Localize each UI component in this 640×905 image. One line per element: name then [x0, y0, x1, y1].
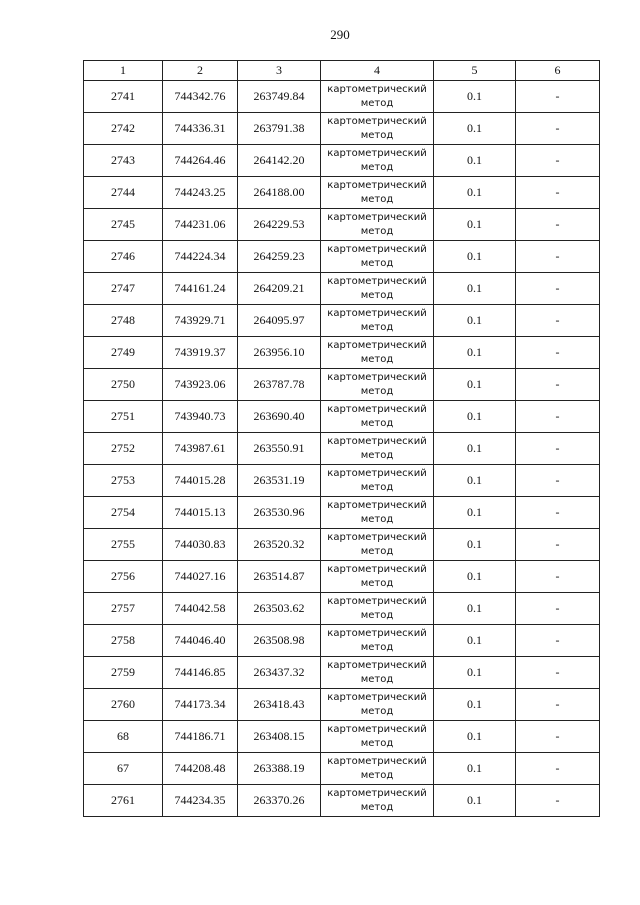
method-cell: [321, 305, 434, 337]
method-line-2: метод: [360, 417, 394, 429]
accuracy-cell: 0.1: [434, 529, 516, 561]
note-cell: -: [516, 337, 600, 369]
method-cell: [321, 113, 434, 145]
method-line-2: метод: [360, 385, 394, 397]
method-line-1: картометрический: [327, 723, 427, 735]
method-line-1: картометрический: [327, 339, 427, 351]
x-coordinate-cell: 744046.40: [163, 625, 238, 657]
point-number-cell: 2750: [84, 369, 163, 401]
accuracy-cell: 0.1: [434, 113, 516, 145]
method-line-1: картометрический: [327, 531, 427, 543]
y-coordinate-cell: 264229.53: [238, 209, 321, 241]
method-line-1: картометрический: [327, 659, 427, 671]
method-line-1: картометрический: [327, 435, 427, 447]
x-coordinate-cell: 744030.83: [163, 529, 238, 561]
method-line-1: картометрический: [327, 467, 427, 479]
y-coordinate-cell: 263514.87: [238, 561, 321, 593]
y-coordinate-cell: 263956.10: [238, 337, 321, 369]
point-number-cell: 2761: [84, 785, 163, 817]
point-number-cell: 2758: [84, 625, 163, 657]
y-coordinate-cell: 263388.19: [238, 753, 321, 785]
x-coordinate-cell: 744015.28: [163, 465, 238, 497]
accuracy-cell: 0.1: [434, 721, 516, 753]
method-cell: [321, 561, 434, 593]
method-line-2: метод: [360, 321, 394, 333]
table-row: [84, 465, 600, 497]
point-number-cell: 2757: [84, 593, 163, 625]
method-line-2: метод: [360, 257, 394, 269]
x-coordinate-cell: 744234.35: [163, 785, 238, 817]
point-number-cell: 2756: [84, 561, 163, 593]
x-coordinate-cell: 744336.31: [163, 113, 238, 145]
accuracy-cell: 0.1: [434, 81, 516, 113]
accuracy-cell: 0.1: [434, 337, 516, 369]
accuracy-cell: 0.1: [434, 689, 516, 721]
note-cell: -: [516, 241, 600, 273]
x-coordinate-cell: 744161.24: [163, 273, 238, 305]
note-cell: -: [516, 529, 600, 561]
x-coordinate-cell: 744146.85: [163, 657, 238, 689]
point-number-cell: 2744: [84, 177, 163, 209]
accuracy-cell: 0.1: [434, 145, 516, 177]
note-cell: -: [516, 721, 600, 753]
table-row: [84, 81, 600, 113]
accuracy-cell: 0.1: [434, 369, 516, 401]
y-coordinate-cell: 263503.62: [238, 593, 321, 625]
table-row: [84, 785, 600, 817]
table-row: [84, 241, 600, 273]
method-cell: [321, 177, 434, 209]
y-coordinate-cell: 263408.15: [238, 721, 321, 753]
accuracy-cell: 0.1: [434, 305, 516, 337]
method-cell: [321, 721, 434, 753]
method-cell: [321, 593, 434, 625]
method-cell: [321, 401, 434, 433]
table-row: [84, 113, 600, 145]
method-line-1: картометрический: [327, 371, 427, 383]
method-line-2: метод: [360, 193, 394, 205]
page-number: 290: [330, 27, 350, 42]
method-line-1: картометрический: [327, 627, 427, 639]
note-cell: -: [516, 113, 600, 145]
method-line-1: картометрический: [327, 147, 427, 159]
point-number-cell: 67: [84, 753, 163, 785]
method-line-2: метод: [360, 225, 394, 237]
method-line-2: метод: [360, 449, 394, 461]
method-cell: [321, 241, 434, 273]
accuracy-cell: 0.1: [434, 625, 516, 657]
method-line-2: метод: [360, 801, 394, 813]
accuracy-cell: 0.1: [434, 241, 516, 273]
table-body: [84, 81, 600, 817]
accuracy-cell: 0.1: [434, 401, 516, 433]
y-coordinate-cell: 263531.19: [238, 465, 321, 497]
column-header-5: 5: [434, 61, 516, 81]
accuracy-cell: 0.1: [434, 465, 516, 497]
method-cell: [321, 689, 434, 721]
method-line-1: картометрический: [327, 243, 427, 255]
method-line-2: метод: [360, 705, 394, 717]
table-row: [84, 337, 600, 369]
point-number-cell: 2747: [84, 273, 163, 305]
method-line-1: картометрический: [327, 499, 427, 511]
x-coordinate-cell: 744186.71: [163, 721, 238, 753]
y-coordinate-cell: 263787.78: [238, 369, 321, 401]
method-cell: [321, 785, 434, 817]
y-coordinate-cell: 263418.43: [238, 689, 321, 721]
point-number-cell: 2754: [84, 497, 163, 529]
method-line-1: картометрический: [327, 83, 427, 95]
point-number-cell: 2753: [84, 465, 163, 497]
note-cell: -: [516, 657, 600, 689]
y-coordinate-cell: 263690.40: [238, 401, 321, 433]
method-line-2: метод: [360, 737, 394, 749]
note-cell: -: [516, 465, 600, 497]
column-header-3: 3: [238, 61, 321, 81]
method-cell: [321, 337, 434, 369]
method-cell: [321, 497, 434, 529]
y-coordinate-cell: 263550.91: [238, 433, 321, 465]
method-line-2: метод: [360, 97, 394, 109]
method-line-1: картометрический: [327, 691, 427, 703]
x-coordinate-cell: 744224.34: [163, 241, 238, 273]
x-coordinate-cell: 743940.73: [163, 401, 238, 433]
accuracy-cell: 0.1: [434, 209, 516, 241]
column-header-1: 1: [84, 61, 163, 81]
column-header-6: 6: [516, 61, 600, 81]
y-coordinate-cell: 264142.20: [238, 145, 321, 177]
x-coordinate-cell: 743987.61: [163, 433, 238, 465]
table-row: [84, 657, 600, 689]
column-header-2: 2: [163, 61, 238, 81]
method-cell: [321, 369, 434, 401]
method-cell: [321, 529, 434, 561]
point-number-cell: 2749: [84, 337, 163, 369]
method-line-2: метод: [360, 481, 394, 493]
method-cell: [321, 209, 434, 241]
point-number-cell: 2755: [84, 529, 163, 561]
method-cell: [321, 433, 434, 465]
y-coordinate-cell: 263749.84: [238, 81, 321, 113]
point-number-cell: 2752: [84, 433, 163, 465]
point-number-cell: 2745: [84, 209, 163, 241]
table-row: [84, 369, 600, 401]
point-number-cell: 2746: [84, 241, 163, 273]
method-line-2: метод: [360, 161, 394, 173]
x-coordinate-cell: 744027.16: [163, 561, 238, 593]
x-coordinate-cell: 744243.25: [163, 177, 238, 209]
method-cell: [321, 625, 434, 657]
method-line-2: метод: [360, 769, 394, 781]
accuracy-cell: 0.1: [434, 657, 516, 689]
coordinates-table: [83, 60, 600, 817]
method-line-2: метод: [360, 289, 394, 301]
table-row: [84, 497, 600, 529]
x-coordinate-cell: 744173.34: [163, 689, 238, 721]
table-header-row: [84, 61, 600, 81]
y-coordinate-cell: 263791.38: [238, 113, 321, 145]
method-line-1: картометрический: [327, 755, 427, 767]
method-cell: [321, 145, 434, 177]
x-coordinate-cell: 743929.71: [163, 305, 238, 337]
note-cell: -: [516, 593, 600, 625]
method-line-1: картометрический: [327, 275, 427, 287]
x-coordinate-cell: 744208.48: [163, 753, 238, 785]
y-coordinate-cell: 263437.32: [238, 657, 321, 689]
note-cell: -: [516, 497, 600, 529]
method-line-1: картометрический: [327, 179, 427, 191]
table-row: [84, 721, 600, 753]
table-row: [84, 401, 600, 433]
point-number-cell: 2742: [84, 113, 163, 145]
y-coordinate-cell: 264095.97: [238, 305, 321, 337]
method-line-1: картометрический: [327, 595, 427, 607]
x-coordinate-cell: 743923.06: [163, 369, 238, 401]
note-cell: -: [516, 177, 600, 209]
point-number-cell: 2748: [84, 305, 163, 337]
accuracy-cell: 0.1: [434, 497, 516, 529]
table-row: [84, 273, 600, 305]
method-cell: [321, 657, 434, 689]
method-cell: [321, 753, 434, 785]
method-line-2: метод: [360, 353, 394, 365]
note-cell: -: [516, 753, 600, 785]
method-line-2: метод: [360, 673, 394, 685]
note-cell: -: [516, 273, 600, 305]
table-row: [84, 209, 600, 241]
accuracy-cell: 0.1: [434, 433, 516, 465]
method-line-2: метод: [360, 129, 394, 141]
x-coordinate-cell: 744264.46: [163, 145, 238, 177]
accuracy-cell: 0.1: [434, 785, 516, 817]
note-cell: -: [516, 401, 600, 433]
table-row: [84, 561, 600, 593]
table-row: [84, 593, 600, 625]
table-row: [84, 753, 600, 785]
note-cell: -: [516, 145, 600, 177]
table-row: [84, 433, 600, 465]
x-coordinate-cell: 744231.06: [163, 209, 238, 241]
accuracy-cell: 0.1: [434, 177, 516, 209]
accuracy-cell: 0.1: [434, 561, 516, 593]
point-number-cell: 68: [84, 721, 163, 753]
note-cell: -: [516, 625, 600, 657]
point-number-cell: 2759: [84, 657, 163, 689]
method-line-2: метод: [360, 641, 394, 653]
accuracy-cell: 0.1: [434, 753, 516, 785]
y-coordinate-cell: 263508.98: [238, 625, 321, 657]
y-coordinate-cell: 263520.32: [238, 529, 321, 561]
note-cell: -: [516, 433, 600, 465]
method-line-1: картометрический: [327, 787, 427, 799]
x-coordinate-cell: 743919.37: [163, 337, 238, 369]
note-cell: -: [516, 305, 600, 337]
accuracy-cell: 0.1: [434, 273, 516, 305]
table-row: [84, 177, 600, 209]
point-number-cell: 2760: [84, 689, 163, 721]
note-cell: -: [516, 689, 600, 721]
note-cell: -: [516, 209, 600, 241]
accuracy-cell: 0.1: [434, 593, 516, 625]
note-cell: -: [516, 561, 600, 593]
method-cell: [321, 81, 434, 113]
table-row: [84, 305, 600, 337]
y-coordinate-cell: 264209.21: [238, 273, 321, 305]
point-number-cell: 2741: [84, 81, 163, 113]
x-coordinate-cell: 744342.76: [163, 81, 238, 113]
method-line-1: картометрический: [327, 307, 427, 319]
point-number-cell: 2751: [84, 401, 163, 433]
method-cell: [321, 273, 434, 305]
table-row: [84, 529, 600, 561]
x-coordinate-cell: 744042.58: [163, 593, 238, 625]
y-coordinate-cell: 264259.23: [238, 241, 321, 273]
note-cell: -: [516, 369, 600, 401]
method-line-2: метод: [360, 609, 394, 621]
method-line-2: метод: [360, 545, 394, 557]
y-coordinate-cell: 264188.00: [238, 177, 321, 209]
table-row: [84, 145, 600, 177]
point-number-cell: 2743: [84, 145, 163, 177]
note-cell: -: [516, 785, 600, 817]
y-coordinate-cell: 263530.96: [238, 497, 321, 529]
method-line-1: картометрический: [327, 211, 427, 223]
x-coordinate-cell: 744015.13: [163, 497, 238, 529]
method-line-1: картометрический: [327, 115, 427, 127]
y-coordinate-cell: 263370.26: [238, 785, 321, 817]
method-line-1: картометрический: [327, 403, 427, 415]
method-cell: [321, 465, 434, 497]
column-header-4: 4: [321, 61, 434, 81]
note-cell: -: [516, 81, 600, 113]
method-line-2: метод: [360, 577, 394, 589]
table-row: [84, 625, 600, 657]
method-line-2: метод: [360, 513, 394, 525]
method-line-1: картометрический: [327, 563, 427, 575]
table-row: [84, 689, 600, 721]
